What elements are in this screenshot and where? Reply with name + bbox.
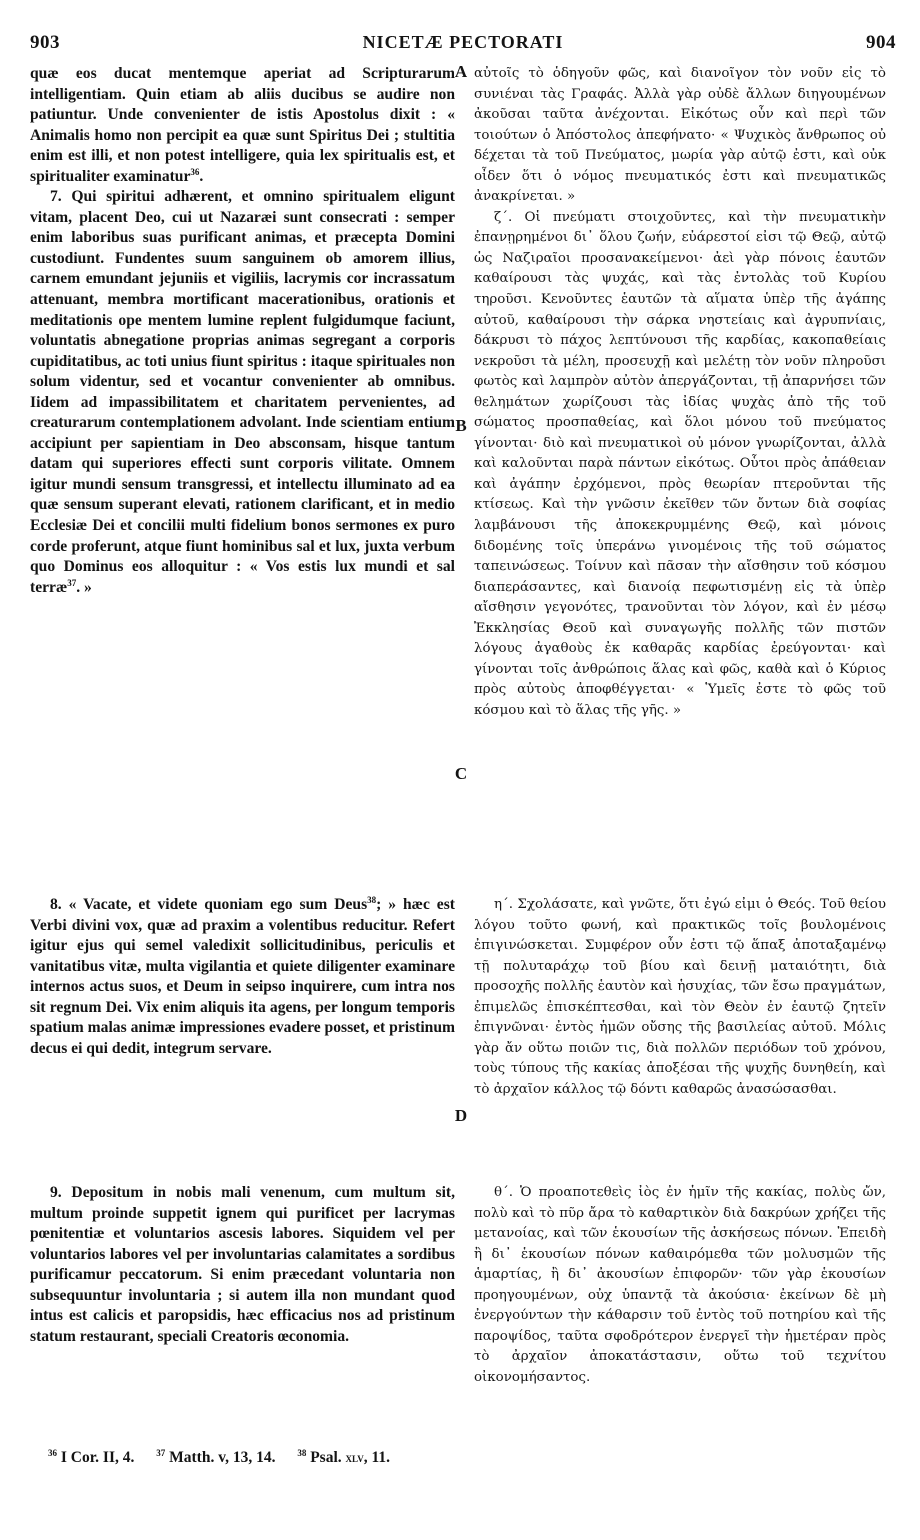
footnote-ref-36: 36 [190,166,200,177]
latin-block-1 [30,64,455,598]
greek-paragraph-6-continuation: αὐτοῖς τὸ ὁδηγοῦν φῶς, καὶ διανοῖγον τὸν νοῦν εἰς τὸ συνιέναι τὰς Γραφάς. Ἀλλὰ γὰρ οὐδὲ ἄλλων διηγουμένων ἀκοῦσαι ταῦτα ἀνέχονται. Εἰκότως οὖν καὶ περὶ τῶν τοιούτων ὁ Ἀπόστολος ἀπεφήνατο· « Ψυχικὸς ἄνθρωπος οὐ δέχεται τὰ τοῦ Πνεύματος, μωρία γὰρ αὐτῷ ἐστι, καὶ οὐκ οἶδεν ὅτι ὁ νόμος πνευματικός ἐστι καὶ πνευματικῶς ἀνακρίνεται. » [474,66,886,205]
greek-paragraph-9: θ΄. Ὁ προαποτεθεὶς ἰὸς ἐν ἡμῖν τῆς κακίας, πολὺς ὤν, πολὺ καὶ τὸ πῦρ ἄρα τὸ καθαρτικὸν διὰ δακρύων χρήζει τῆς μετανοίας, καὶ τῶν ἑκουσίων τῆς ἀσκήσεως πόνων. Ἐπειδὴ ἢ δι᾽ ἑκουσίων πόνων καθαιρόμεθα τῶν μολυσμῶν τῆς ἁμαρτίας, ἢ δι᾽ ἀκουσίων ἐπιφορῶν· τῶν γὰρ ἑκουσίων προηγουμένων, οὐχ ὑπαντᾷ τὰ ἀκούσια· ἐκείνων δὲ μὴ ἐνεργούντων τὴν κάθαρσιν τοῦ ἐντὸς τοῦ ποτηρίου καὶ τῆς παροψίδος, ταῦτα σφοδρότερον ἐνεργεῖ τὴν ἡμετέραν πρὸς τὸ ἀρχαῖον ἀποκατάστασιν, οὕτω τοῦ τεχνίτου οἰκονομήσαντος. [474,1185,886,1385]
latin-paragraph-6-continuation: quæ eos ducat mentemque aperiat ad Scripturarum intelligentiam. Quin etiam ab aliis ducibus se audire non patiuntur. Unde convenienter de istis Apostolus dixit : « Animalis homo non percipit ea quæ sunt Spiritus Dei ; stultitia enim est illi, et non potest intelligere, quia lex spiritualis est, et spiritualiter examinatur$^{36}$. [30,65,455,185]
greek-block-1 [474,64,886,722]
footnote-37: $^{37}$ Matth. v, 13, 14. [156,1447,276,1466]
footnote-ref-38: 38 [367,894,377,905]
running-title: NICETÆ PECTORATI [362,32,564,52]
footnote-ref-37: 37 [67,577,77,588]
greek-paragraph-8: η΄. Σχολάσατε, καὶ γνῶτε, ὅτι ἐγώ εἰμι ὁ Θεός. Τοῦ θείου λόγου τοῦτο φωνή, καὶ πρακτικῶς τοῖς βουλομένοις ἐπιγινώσκεται. Συμφέρον οὖν ἐστι τῷ ἅπαξ ἀποταξαμένῳ τῇ πολυταράχῳ τοῦ βίου καὶ δεινῇ ματαιότητι, διὰ προσοχῆς πολλῆς ἑαυτὸν καὶ ἡσυχίας, τῶν ἔσω πραγμάτων, ἐπιμελῶς ἐπισκέπτεσθαι, καὶ τὸν Θεὸν ἐν ἑαυτῷ ζητεῖν ἐπιγνῶναι· ἐντὸς ἡμῶν οὔσης τῆς βασιλείας αὐτοῦ. Μόλις γὰρ ἄν οὕτω ποιῶν τις, διὰ πολλῶν περιόδων τοῦ χρόνου, τοὺς τύπους τῆς κακίας ἀποξέσαι τῆς ψυχῆς δυνηθείη, καὶ τὸ ἀρχαῖον κάλλος τῷ δόντι καθαρῶς ἀνασώσασθαι. [474,897,886,1097]
footnote-36: $^{36}$ I Cor. II, 4. [48,1447,135,1466]
page-header [30,32,896,58]
latin-block-3 [30,1183,455,1347]
footnote-38: $^{38}$ Psal. xlv, 11. [297,1447,390,1466]
greek-paragraph-7: ζ΄. Οἱ πνεύματι στοιχοῦντες, καὶ τὴν πνευματικὴν ἐπανῃρημένοι δι᾽ ὅλου ζωήν, εὐάρεστοί εἰσι τῷ Θεῷ, αὐτῷ ὡς Ναζιραῖοι προσανακείμενοι· ἀεὶ γὰρ πόνοις ἑαυτῶν καθαίρουσι τὰς ψυχάς, καὶ τὰς ἐντολὰς τοῦ Κυρίου τηροῦσι. Κενοῦντες ἑαυτῶν τὰ αἵματα ὑπὲρ τῆς ἀγάπης αὐτοῦ, καθαίρουσι τὴν σάρκα νηστείαις καὶ ἀγρυπνίαις, δάκρυσι τὸ πάχος λεπτύνουσι τῆς καρδίας, κακοπαθείαις νεκροῦσι τὰ μέλη, προσευχῇ καὶ μελέτῃ τὸν νοῦν πληροῦσι φωτὸς καὶ λαμπρὸν αὐτὸν ἀπεργάζονται, τῇ ἀπαρνήσει τῶν θελημάτων χωρίζουσι τὰς ἰδίας ψυχὰς ἀπὸ τῆς τοῦ σώματος προσπαθείας, καὶ ὅλοι μόνου τοῦ πνεύματος γίνονται· διὸ καὶ πνευματικοὶ οὐ μόνον γνωρίζονται, ἀλλὰ καὶ καλοῦνται παρὰ πάντων εἰκότως. Οὗτοι πρὸς ἀπάθειαν καὶ ἀγάπην ἐρχόμενοι, πρὸς θεωρίαν πτεροῦνται τῆς κτίσεως. Καὶ τὴν γνῶσιν ἐκεῖθεν τῶν ὄντων διὰ σοφίας λαμβάνουσι τῆς ἀποκεκρυμμένης Θεῷ, καὶ μόνοις διδομένης τοῖς ὑπεράνω γινομένοις τῆς τοῦ σώματος ταπεινώσεως. Τοίνυν καὶ πᾶσαν τὴν αἴσθησιν τοῦ κόσμου διαπεράσαντες, καὶ διανοίᾳ πεφωτισμένῃ εἰς τὰ ὑπὲρ αἴσθησιν γεγονότες, τρανοῦνται τὸν λόγον, καὶ ἐν μέσῳ Ἐκκλησίας Θεοῦ καὶ συναγωγῆς πολλῆς τῶν πιστῶν λόγους ἀγαθοὺς ἐκ καθαρᾶς καρδίας ἐρεύγονται· καὶ γίνονται τοῖς ἀνθρώποις ἅλας καὶ φῶς, καθὰ καὶ ὁ Κύριος πρὸς αὐτοὺς ἀποφθέγγεται· « Ὑμεῖς ἐστε τὸ φῶς τοῦ κόσμου καὶ τὸ ἅλας τῆς γῆς. » [474,209,886,718]
greek-block-3 [474,1183,886,1388]
footnotes [48,1447,608,1469]
latin-paragraph-7: 7. Qui spiritui adhærent, et omnino spiritualem eligunt vitam, placent Deo, cui ut Nazaræi sunt consecrati : semper enim laboribus suas purificant animas, et præcepta Domini custodiunt. Fundentes suum sanguinem ob amorem illius, carnem emundant jejuniis et vigiliis, lacrymis cor incrassatum attenuant, membra mortificant macerationibus, orationis et meditationis ope mentem lumine replent fulgidumque faciunt, voluntatis abnegatione proprias animas segregant a corporis cupiditatibus, ac toti unius fiunt spiritus : itaque spirituales non solum videntur, sed et vocantur convenienter ab omnibus. Iidem ad impassibilitatem et charitatem pervenientes, ad creaturarum contemplationem advolant. Inde scientiam entium accipiunt per sapientiam in Deo absconsam, hisque tantum datam qui superiores effecti sunt corporis vilitate. Omnem igitur mundi sensum transgressi, et intellectu illuminato ad ea quæ sensum superant elevati, rationem clarificant, et in medio Ecclesiæ Dei et concilii multi fidelium bonos sermones ex puro corde proferunt, atque fiunt hominibus sal et lux, juxta verbum quo Dominus eos alloquitur : « Vos estis lux mundi et sal terræ$^{37}$. » [30,188,455,596]
greek-block-2 [474,895,886,1100]
margin-marker-b: B [455,416,467,435]
latin-block-2 [30,895,455,1059]
margin-marker-d: D [454,1106,468,1125]
margin-marker-a: A [454,62,468,81]
margin-marker-c: C [454,764,468,783]
page-number-right: 904 [866,32,896,53]
latin-paragraph-8: 8. « Vacate, et videte quoniam ego sum Deus$^{38}$; » hæc est Verbi divini vox, quæ ad praxim a volentibus reducitur. Refert igitur ejus qui semel valedixit sollicitudinibus, periculis et vanitatibus vitæ, multa vigilantia et quiete diligenter examinare internos actus suos, et Deum in seipso inquirere, cum intra nos sit regnum Dei. Vix enim aliquis ita agens, per longum temporis spatium malas animæ impressiones evadere posset, et pristinum decus ei qui dedit, integrum servare. [30,894,455,1057]
page-number-left: 903 [30,32,60,53]
latin-paragraph-9: 9. Depositum in nobis mali venenum, cum multum sit, multum proinde suppetit ignem qui purificet per lacrymas pœnitentiæ et voluntarios ascesis labores. Siquidem vel per voluntarios labores vel per involuntarias calamitates a sordibus purificamur peccatorum. Si enim præcedant voluntaria non subsequuntur involuntaria ; si autem illa non mundant quod intus est calicis et paropsidis, hæc efficacius nos ad pristinum statum restaurant, speciali Creatoris œconomia. [30,1184,455,1345]
